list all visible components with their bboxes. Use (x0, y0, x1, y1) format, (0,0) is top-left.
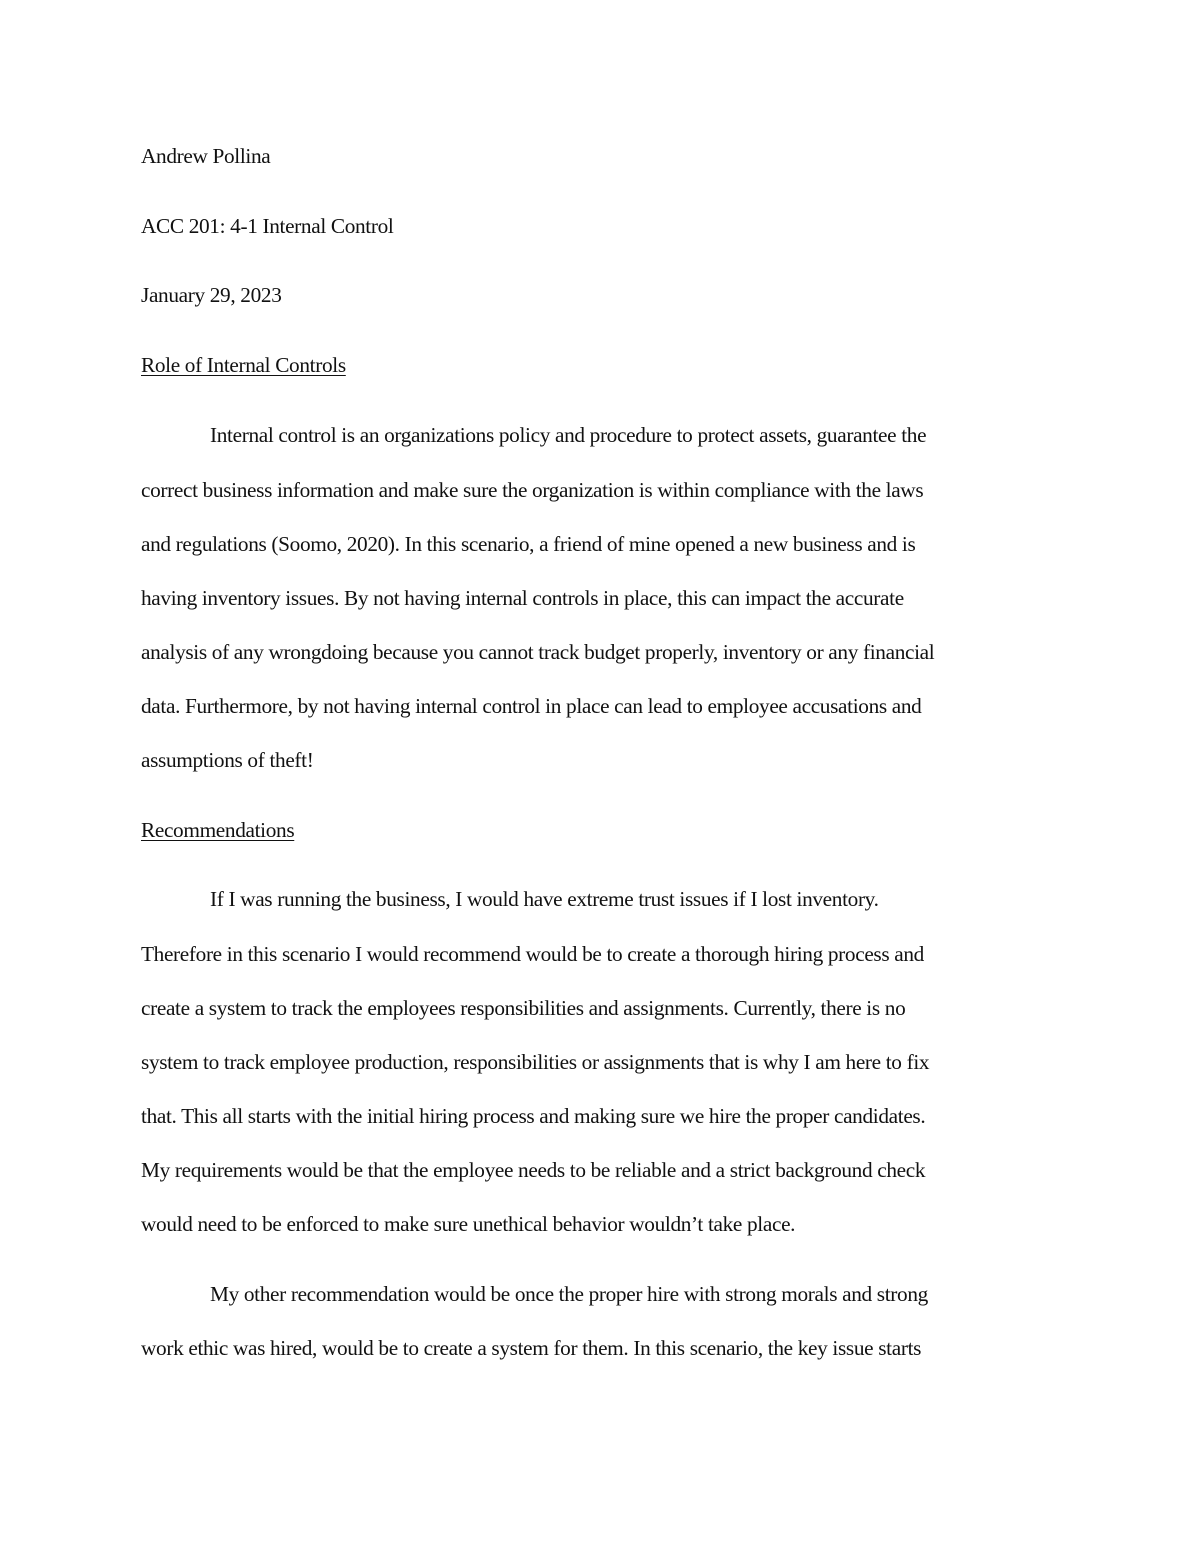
paragraph-line: create a system to track the employees responsibilities and assignments. Currently, there is no (141, 996, 906, 1020)
paragraph-line: assumptions of theft! (141, 748, 314, 772)
paragraph-line: data. Furthermore, by not having internal control in place can lead to employee accusations and (141, 694, 922, 718)
paragraph-line: If I was running the business, I would have extreme trust issues if I lost inventory. (210, 887, 879, 911)
course-title: ACC 201: 4-1 Internal Control (141, 214, 394, 238)
document-date: January 29, 2023 (141, 283, 282, 307)
paragraph-line: and regulations (Soomo, 2020). In this scenario, a friend of mine opened a new business and is (141, 532, 916, 556)
section-heading-recommendations: Recommendations (141, 818, 295, 842)
paragraph-line: having inventory issues. By not having internal controls in place, this can impact the accurate (141, 586, 904, 610)
author-name: Andrew Pollina (141, 144, 271, 168)
paragraph-line: analysis of any wrongdoing because you cannot track budget properly, inventory or any financial (141, 640, 935, 664)
paragraph-line: correct business information and make sure the organization is within compliance with the laws (141, 478, 924, 502)
paragraph-line: Therefore in this scenario I would recommend would be to create a thorough hiring process and (141, 942, 924, 966)
paragraph-line: Internal control is an organizations policy and procedure to protect assets, guarantee the (210, 423, 927, 447)
paragraph-line: work ethic was hired, would be to create a system for them. In this scenario, the key issue starts (141, 1336, 922, 1360)
paragraph-line: system to track employee production, responsibilities or assignments that is why I am here to fix (141, 1050, 930, 1074)
paragraph-line: that. This all starts with the initial hiring process and making sure we hire the proper candidates. (141, 1104, 926, 1128)
paragraph-line: would need to be enforced to make sure unethical behavior wouldn’t take place. (141, 1212, 796, 1236)
paragraph-line: My other recommendation would be once the proper hire with strong morals and strong (210, 1282, 928, 1306)
paragraph-line: My requirements would be that the employee needs to be reliable and a strict background check (141, 1158, 926, 1182)
section-heading-role: Role of Internal Controls (141, 353, 346, 377)
